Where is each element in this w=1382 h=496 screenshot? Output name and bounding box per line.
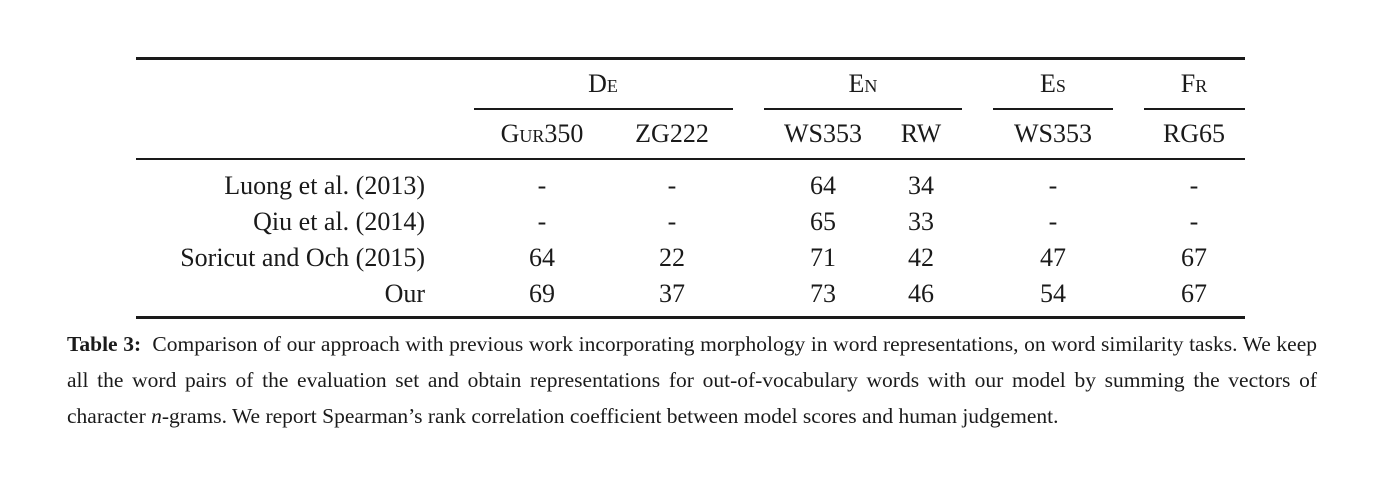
table-cell: - xyxy=(1048,207,1058,236)
table-cell: 64 xyxy=(810,171,836,200)
group-rule-es xyxy=(993,108,1113,110)
table-caption xyxy=(67,326,1317,434)
column-header-ws353-es: WS353 xyxy=(1014,119,1092,148)
column-header-gur350: Gur350 xyxy=(500,119,584,148)
group-rule-en xyxy=(764,108,962,110)
table-cell: 67 xyxy=(1181,243,1207,272)
row-method-our: Our xyxy=(384,279,425,308)
table-cell: 34 xyxy=(908,171,934,200)
column-header-rw: RW xyxy=(900,119,942,148)
caption-label: Table 3: xyxy=(67,332,142,356)
table-cell: 37 xyxy=(659,279,685,308)
table-top-rule xyxy=(136,57,1245,60)
table-cell: - xyxy=(537,171,547,200)
table-cell: - xyxy=(537,207,547,236)
table-cell: 54 xyxy=(1040,279,1066,308)
table-cell: 47 xyxy=(1040,243,1066,272)
table-cell: 64 xyxy=(529,243,555,272)
table-cell: 33 xyxy=(908,207,934,236)
table-cell: - xyxy=(1189,207,1199,236)
column-header-ws353-en: WS353 xyxy=(784,119,862,148)
group-rule-fr xyxy=(1144,108,1245,110)
table-cell: 42 xyxy=(908,243,934,272)
group-rule-de xyxy=(474,108,733,110)
group-header-en: En xyxy=(848,69,878,98)
group-header-es: Es xyxy=(1040,69,1066,98)
table-cell: 73 xyxy=(810,279,836,308)
caption-text-part1: Comparison of our approach with previous work incorporating morphology in word representations, on word similarity tasks. We keep all the word pairs of the evaluation set and obtain representations for out-of-vocabulary words with our model by summing the vectors of character xyxy=(67,332,1318,428)
row-method-qiu: Qiu et al. (2014) xyxy=(253,207,425,236)
table-mid-rule xyxy=(136,158,1245,160)
table-cell: 65 xyxy=(810,207,836,236)
group-header-de: De xyxy=(588,69,618,98)
table-cell: 67 xyxy=(1181,279,1207,308)
column-header-rg65: RG65 xyxy=(1162,119,1226,148)
table-cell: 69 xyxy=(529,279,555,308)
row-method-luong: Luong et al. (2013) xyxy=(224,171,425,200)
table-bottom-rule xyxy=(136,316,1245,319)
column-header-zg222: ZG222 xyxy=(635,119,709,148)
group-header-fr: Fr xyxy=(1180,69,1208,98)
caption-n-variable: n xyxy=(151,404,162,428)
table-cell: 22 xyxy=(659,243,685,272)
row-method-soricut: Soricut and Och (2015) xyxy=(180,243,425,272)
table-cell: - xyxy=(667,207,677,236)
table-cell: - xyxy=(667,171,677,200)
table-cell: 46 xyxy=(908,279,934,308)
table-cell: - xyxy=(1189,171,1199,200)
table-cell: - xyxy=(1048,171,1058,200)
caption-text-part2: -grams. We report Spearman’s rank correlation coefficient between model scores and human judgement. xyxy=(161,404,1059,428)
table-cell: 71 xyxy=(810,243,836,272)
